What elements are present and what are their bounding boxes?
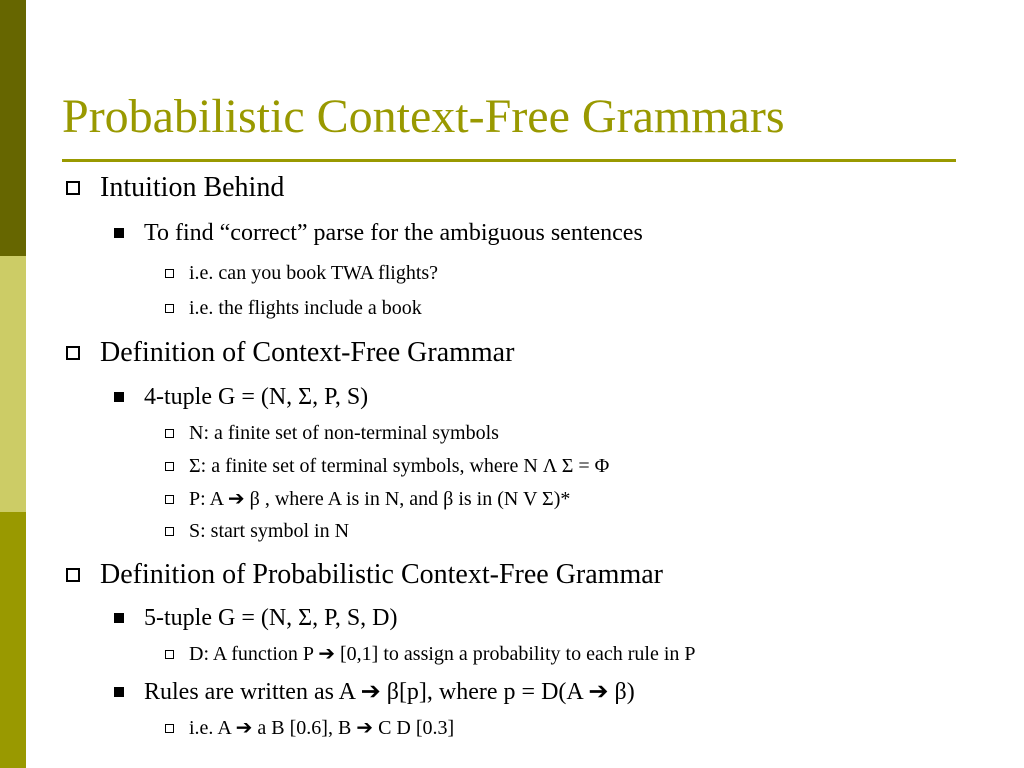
bullet-text: D: A function P ➔ [0,1] to assign a probability to each rule in P — [189, 643, 696, 665]
bullet-text: i.e. A ➔ a B [0.6], B ➔ C D [0.3] — [189, 717, 455, 739]
slide-title: Probabilistic Context-Free Grammars — [62, 90, 785, 143]
title-underline — [62, 159, 956, 162]
bullet-terminals — [165, 454, 609, 478]
bullet-text: i.e. the flights include a book — [189, 297, 422, 319]
hollow-square-icon — [165, 495, 174, 504]
bullet-text: 5-tuple G = (N, Σ, P, S, D) — [144, 605, 398, 631]
bullet-nonterminals — [165, 421, 499, 445]
bullet-productions — [165, 487, 570, 511]
bullet-intuition-behind — [66, 171, 284, 205]
bullet-start-symbol — [165, 519, 349, 543]
filled-square-icon — [114, 687, 124, 697]
bullet-text: S: start symbol in N — [189, 520, 350, 542]
bullet-rule-notation — [114, 678, 635, 707]
side-bar-top — [0, 0, 26, 256]
hollow-square-icon — [66, 568, 80, 582]
hollow-square-icon — [66, 346, 80, 360]
bullet-example-book-flights — [165, 261, 438, 285]
hollow-square-icon — [165, 462, 174, 471]
hollow-square-icon — [165, 650, 174, 659]
bullet-text: Definition of Context-Free Grammar — [100, 337, 515, 368]
hollow-square-icon — [165, 269, 174, 278]
bullet-text: 4-tuple G = (N, Σ, P, S) — [144, 384, 369, 410]
bullet-cfg-definition — [66, 336, 514, 370]
bullet-text: Σ: a finite set of terminal symbols, where N Λ Σ = Φ — [189, 455, 610, 477]
hollow-square-icon — [165, 304, 174, 313]
hollow-square-icon — [165, 724, 174, 733]
filled-square-icon — [114, 228, 124, 238]
bullet-four-tuple — [114, 383, 368, 412]
bullet-text: P: A ➔ β , where A is in N, and β is in (N V Σ)* — [189, 488, 571, 510]
bullet-pcfg-definition — [66, 558, 663, 592]
bullet-five-tuple — [114, 604, 398, 633]
bullet-probability-function — [165, 642, 696, 666]
bullet-text: Definition of Probabilistic Context-Free Grammar — [100, 559, 663, 590]
bullet-text: i.e. can you book TWA flights? — [189, 262, 439, 284]
side-bar-middle — [0, 256, 26, 512]
hollow-square-icon — [66, 181, 80, 195]
hollow-square-icon — [165, 527, 174, 536]
bullet-rule-example — [165, 716, 454, 740]
bullet-text: N: a finite set of non-terminal symbols — [189, 422, 499, 444]
hollow-square-icon — [165, 429, 174, 438]
bullet-example-flights-book — [165, 296, 422, 320]
bullet-text: To find “correct” parse for the ambiguous sentences — [144, 220, 643, 246]
filled-square-icon — [114, 392, 124, 402]
filled-square-icon — [114, 613, 124, 623]
side-bar-bottom — [0, 512, 26, 768]
bullet-find-correct-parse — [114, 219, 643, 248]
bullet-text: Intuition Behind — [100, 172, 285, 203]
bullet-text: Rules are written as A ➔ β[p], where p = D(A ➔ β) — [144, 679, 635, 705]
